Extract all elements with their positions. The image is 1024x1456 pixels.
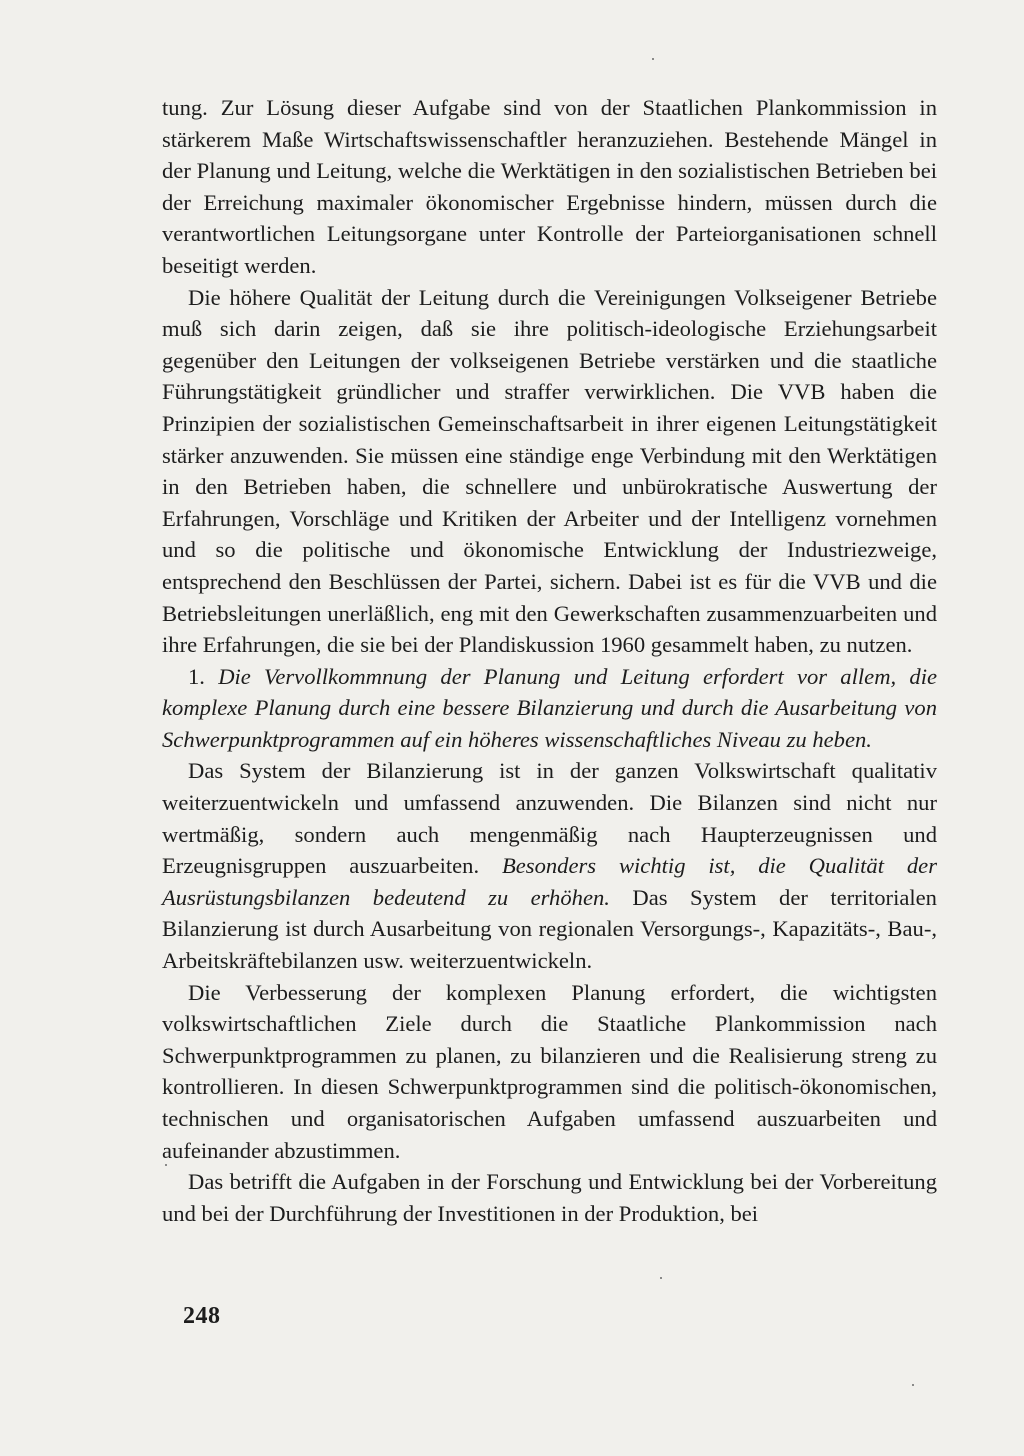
paper-speck [660,1277,662,1279]
body-text [162,92,937,1229]
paragraph-5-text: Die Verbesserung der komplexen Planung erfordert, die wichtigsten volkswirtschaftlichen Ziele durch die Staatliche Plankommission nach Schwerpunktprogrammen zu planen, zu bilanzieren und die Realisierung streng zu kontrollieren. In diesen Schwerpunktprogrammen sind die politisch-ökonomischen, technischen und organisatorischen Aufgaben umfassend auszuarbeiten und aufeinander abzustimmen. [162,979,937,1163]
paragraph-2 [162,282,937,661]
paper-speck [652,58,654,60]
page-number: 248 [183,1303,221,1329]
paragraph-6-text: Das betrifft die Aufgaben in der Forschung und Entwicklung bei der Vorbereitung und bei der Durchführung der Investitionen in der Produktion, bei [162,1169,937,1226]
paragraph-5 [162,977,937,1167]
paper-speck [165,1164,167,1166]
paragraph-6 [162,1166,937,1229]
paragraph-1 [162,92,937,282]
book-page [162,92,937,1412]
point-emphasis-text: Die Vervollkommnung der Planung und Leitung erfordert vor allem, die komplexe Planung durch eine bessere Bilanzierung und durch die Ausarbeitung von Schwerpunktprogrammen auf ein höheres wissenschaftliches Niveau zu heben. [162,663,937,752]
paper-speck [912,1384,914,1386]
paragraph-4-emphasis: Besonders wichtig ist, die Qualität der Ausrüstungsbilanzen bedeutend zu erhöhen. [162,853,937,910]
paragraph-4-text-b: Das System der territorialen Bilanzierung ist durch Ausarbeitung von regionalen Versorgungs-, Kapazitäts-, Bau-, Arbeitskräftebilanzen usw. weiterzuentwickeln. [162,884,937,974]
point-number: 1. [188,663,219,689]
paragraph-4 [162,755,937,976]
paragraph-4-text-a: Das System der Bilanzierung ist in der ganzen Volkswirtschaft qualitativ weiterzuentwickeln und umfassend anzuwenden. Die Bilanzen sind nicht nur wertmäßig, sondern auch mengenmäßig nach Haupterzeugnissen und Erzeugnisgruppen auszuarbeiten. [162,758,937,879]
paragraph-3-numbered-point [162,661,937,756]
paragraph-2-text: Die höhere Qualität der Leitung durch die Vereinigungen Volkseigener Betriebe muß sich darin zeigen, daß sie ihre politisch-ideologische Erziehungsarbeit gegenüber den Leitungen der volkseigenen Betriebe verstärken und die staatliche Führungstätigkeit gründlicher und straffer verwirklichen. Die VVB haben die Prinzipien der sozialistischen Gemeinschaftsarbeit in ihrer eigenen Leitungstätigkeit stärker anzuwenden. Sie müssen eine ständige enge Verbindung mit den Werktätigen in den Betrieben haben, die schnellere und unbürokratische Auswertung der Erfahrungen, Vorschläge und Kritiken der Arbeiter und der Intelligenz vornehmen und so die politische und ökonomische Entwicklung der Industriezweige, entsprechend den Beschlüssen der Partei, sichern. Dabei ist es für die VVB und die Betriebsleitungen unerläßlich, eng mit den Gewerkschaften zusammenzuarbeiten und ihre Erfahrungen, die sie bei der Plandiskussion 1960 gesammelt haben, zu nutzen. [162,284,937,658]
paragraph-1-text: tung. Zur Lösung dieser Aufgabe sind von der Staatlichen Plankommission in stärkerem Maße Wirtschaftswissenschaftler heranzuziehen. Bestehende Mängel in der Planung und Leitung, welche die Werktätigen in den sozialistischen Betrieben bei der Erreichung maximaler ökonomischer Ergebnisse hindern, müssen durch die verantwortlichen Leitungsorgane unter Kontrolle der Parteiorganisationen schnell beseitigt werden. [162,95,937,278]
